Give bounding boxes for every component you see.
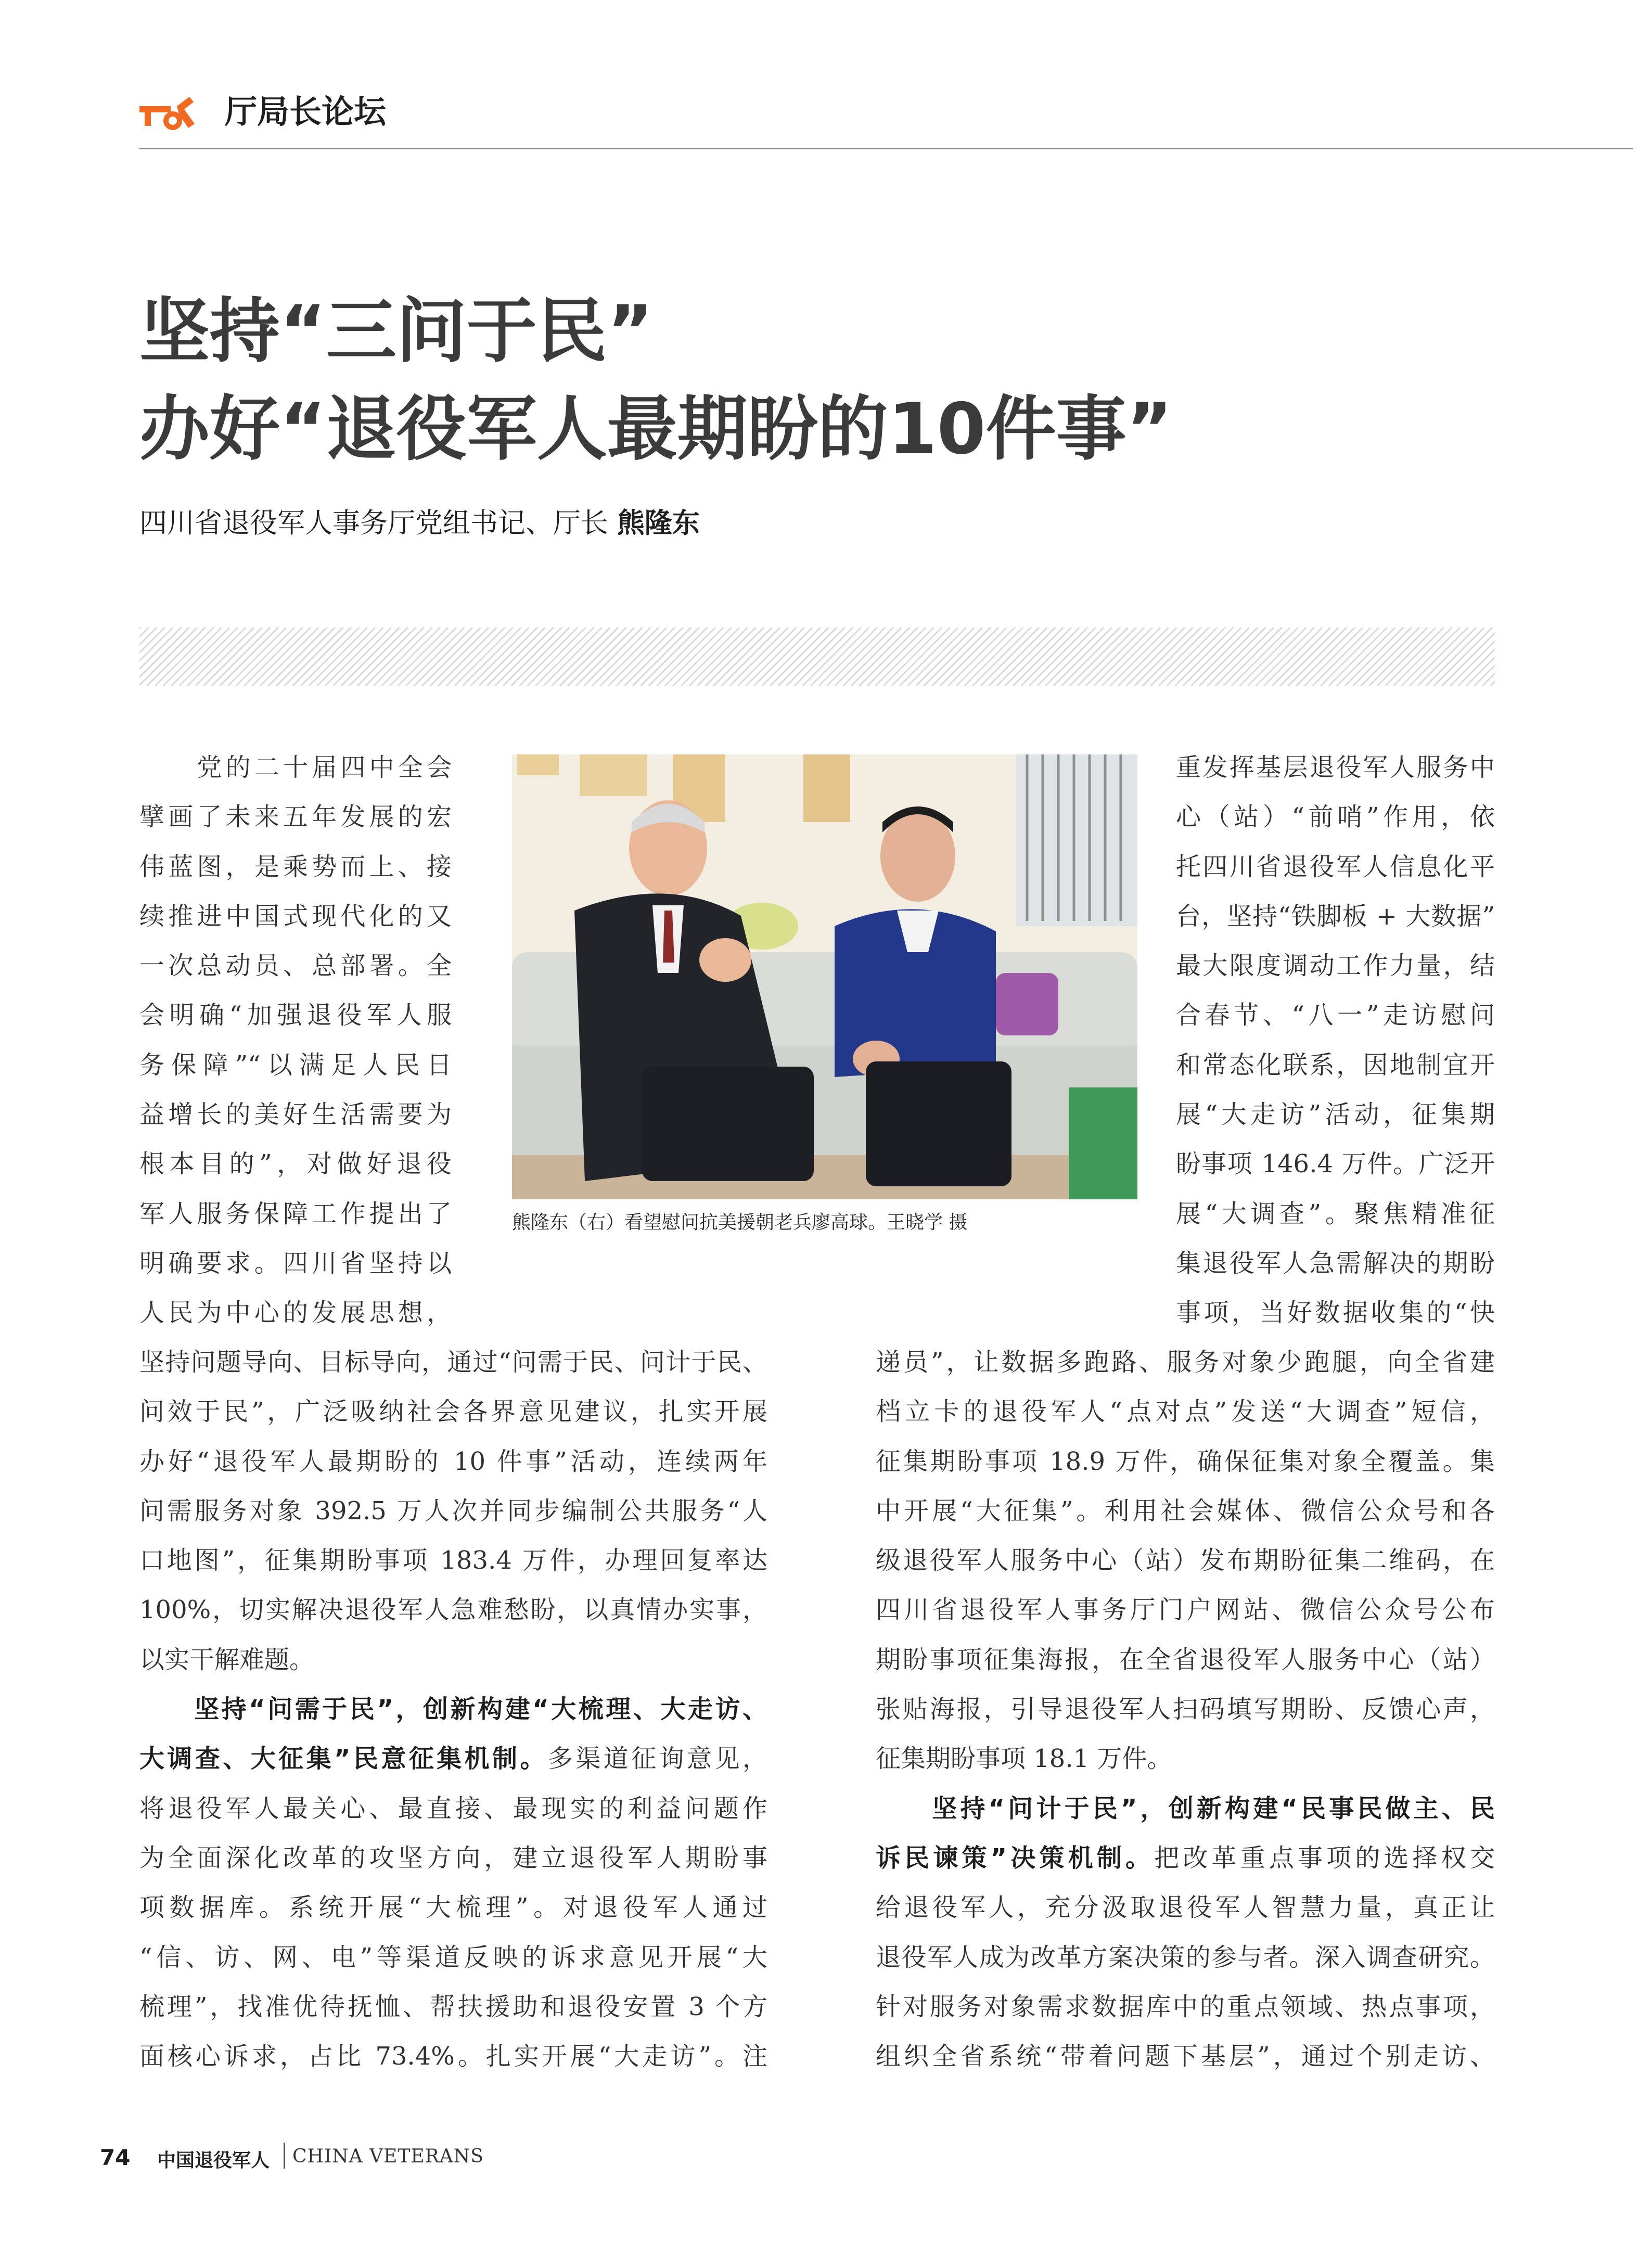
text-line — [139, 1734, 767, 1784]
text-line: 中开展“大征集”。利用社会媒体、微信公众号和各 — [876, 1496, 1495, 1526]
byline-role: 四川省退役军人事务厅党组书记、厅长 — [139, 507, 617, 539]
text-line: 伟蓝图，是乘势而上、接 — [139, 852, 452, 881]
text-line: 办好“退役军人最期盼的 10 件事”活动，连续两年 — [139, 1446, 767, 1476]
text-line: 针对服务对象需求数据库中的重点领域、热点事项， — [876, 1992, 1495, 2021]
magazine-english-name: CHINA VETERANS — [292, 2146, 484, 2167]
text-line: 面核心诉求，占比 73.4%。扎实开展“大走访”。注 — [139, 2042, 767, 2071]
text-line: 口地图”，征集期盼事项 183.4 万件，办理回复率达 — [139, 1546, 767, 1575]
section-label: 厅局长论坛 — [225, 93, 387, 131]
text-line: 将退役军人最关心、最直接、最现实的利益问题作 — [139, 1793, 767, 1823]
text-fragment: 多渠道征询意见， — [547, 1744, 767, 1774]
text-line: 续推进中国式现代化的又 — [139, 901, 452, 931]
text-line: 盼事项 146.4 万件。广泛开 — [1176, 1149, 1495, 1179]
text-line: 明确要求。四川省坚持以 — [139, 1248, 452, 1278]
text-line: 会明确“加强退役军人服 — [139, 1001, 452, 1030]
text-line: 问效于民”，广泛吸纳社会各界意见建议，扎实开展 — [139, 1397, 767, 1427]
text-line: 事项，当好数据收集的“快 — [1176, 1298, 1495, 1328]
text-line: 一次总动员、总部署。全 — [139, 951, 452, 981]
text-line: 根本目的”，对做好退役 — [139, 1149, 452, 1179]
byline-author: 熊隆东 — [617, 507, 700, 539]
text-line: 100%，切实解决退役军人急难愁盼，以真情办实事， — [139, 1595, 767, 1625]
text-line: 征集期盼事项 18.1 万件。 — [876, 1744, 1172, 1774]
text-line: 心（站）“前哨”作用，依 — [1176, 802, 1495, 832]
text-line: 展“大走访”活动，征集期 — [1176, 1100, 1495, 1130]
body-column-b — [1176, 743, 1495, 1338]
text-line: 梳理”，找准优待抚恤、帮扶援助和退役安置 3 个方 — [139, 1992, 767, 2021]
text-line: 台，坚持“铁脚板 + 大数据” — [1176, 901, 1495, 931]
text-line: 军人服务保障工作提出了 — [139, 1199, 452, 1228]
bold-lead-text: 诉民谏策”决策机制。 — [876, 1843, 1155, 1873]
text-line: 组织全省系统“带着问题下基层”，通过个别走访、 — [876, 2042, 1495, 2071]
decorative-hatch-band — [139, 627, 1495, 686]
text-line: 征集期盼事项 18.9 万件，确保征集对象全覆盖。集 — [876, 1446, 1495, 1476]
text-line: 集退役军人急需解决的期盼 — [1176, 1248, 1495, 1278]
text-line: 擘画了未来五年发展的宏 — [139, 802, 452, 832]
text-line: 级退役军人服务中心（站）发布期盼征集二维码，在 — [876, 1546, 1495, 1575]
text-line: 以实干解难题。 — [139, 1645, 315, 1674]
body-column-right — [876, 1338, 1495, 2081]
text-line: 党的二十届四中全会 — [139, 753, 452, 782]
text-line: 递员”，让数据多跑路、服务对象少跑腿，向全省建 — [876, 1348, 1495, 1377]
bold-lead-text: 坚持“问计于民”，创新构建“民事民做主、民 — [876, 1793, 1495, 1823]
text-line: 四川省退役军人事务厅门户网站、微信公众号公布 — [876, 1595, 1495, 1625]
bold-lead-text: 坚持“问需于民”，创新构建“大梳理、大走访、 — [139, 1695, 767, 1724]
page-number: 74 — [100, 2145, 131, 2170]
text-line: 最大限度调动工作力量，结 — [1176, 951, 1495, 981]
article-title-line-2: 办好“退役军人最期盼的10件事” — [139, 388, 1173, 470]
text-line: 问需服务对象 392.5 万人次并同步编制公共服务“人 — [139, 1496, 767, 1526]
magazine-name: 中国退役军人 — [157, 2150, 270, 2171]
text-line — [139, 1685, 767, 1734]
body-column-a — [139, 743, 452, 1338]
text-line: 给退役军人，充分汲取退役军人智慧力量，真正让 — [876, 1893, 1495, 1923]
magazine-logo-icon — [139, 95, 198, 131]
text-line: 托四川省退役军人信息化平 — [1176, 852, 1495, 881]
text-line: 张贴海报，引导退役军人扫码填写期盼、反馈心声， — [876, 1695, 1495, 1724]
text-fragment: 把改革重点事项的选择权交 — [1154, 1843, 1495, 1873]
text-line — [876, 1834, 1495, 1883]
text-line: 合春节、“八一”走访慰问 — [1176, 1001, 1495, 1030]
text-line: 退役军人成为改革方案决策的参与者。深入调查研究。 — [876, 1942, 1495, 1972]
article-photo — [512, 754, 1137, 1199]
article-title-line-1: 坚持“三问于民” — [139, 290, 654, 372]
text-line — [876, 1784, 1495, 1834]
text-line: “信、访、网、电”等渠道反映的诉求意见开展“大 — [139, 1942, 767, 1972]
text-line: 和常态化联系，因地制宜开 — [1176, 1050, 1495, 1080]
text-line: 为全面深化改革的攻坚方向，建立退役军人期盼事 — [139, 1843, 767, 1873]
text-line: 展“大调查”。聚焦精准征 — [1176, 1199, 1495, 1228]
text-line: 档立卡的退役军人“点对点”发送“大调查”短信， — [876, 1397, 1495, 1427]
text-line: 重发挥基层退役军人服务中 — [1176, 753, 1495, 782]
text-line: 务保障”“以满足人民日 — [139, 1050, 452, 1080]
footer-separator — [284, 2143, 285, 2169]
text-line: 坚持问题导向、目标导向，通过“问需于民、问计于民、 — [139, 1348, 767, 1377]
text-line: 期盼事项征集海报，在全省退役军人服务中心（站） — [876, 1645, 1495, 1674]
text-line: 益增长的美好生活需要为 — [139, 1100, 452, 1130]
photo-caption: 熊隆东（右）看望慰问抗美援朝老兵廖高球。王晓学 摄 — [512, 1212, 968, 1233]
body-column-left — [139, 1338, 767, 2081]
text-line: 人民为中心的发展思想， — [139, 1298, 452, 1328]
article-byline — [139, 503, 700, 544]
header-divider — [139, 148, 1633, 149]
text-line: 项数据库。系统开展“大梳理”。对退役军人通过 — [139, 1893, 767, 1923]
bold-lead-text: 大调查、大征集”民意征集机制。 — [139, 1744, 548, 1774]
